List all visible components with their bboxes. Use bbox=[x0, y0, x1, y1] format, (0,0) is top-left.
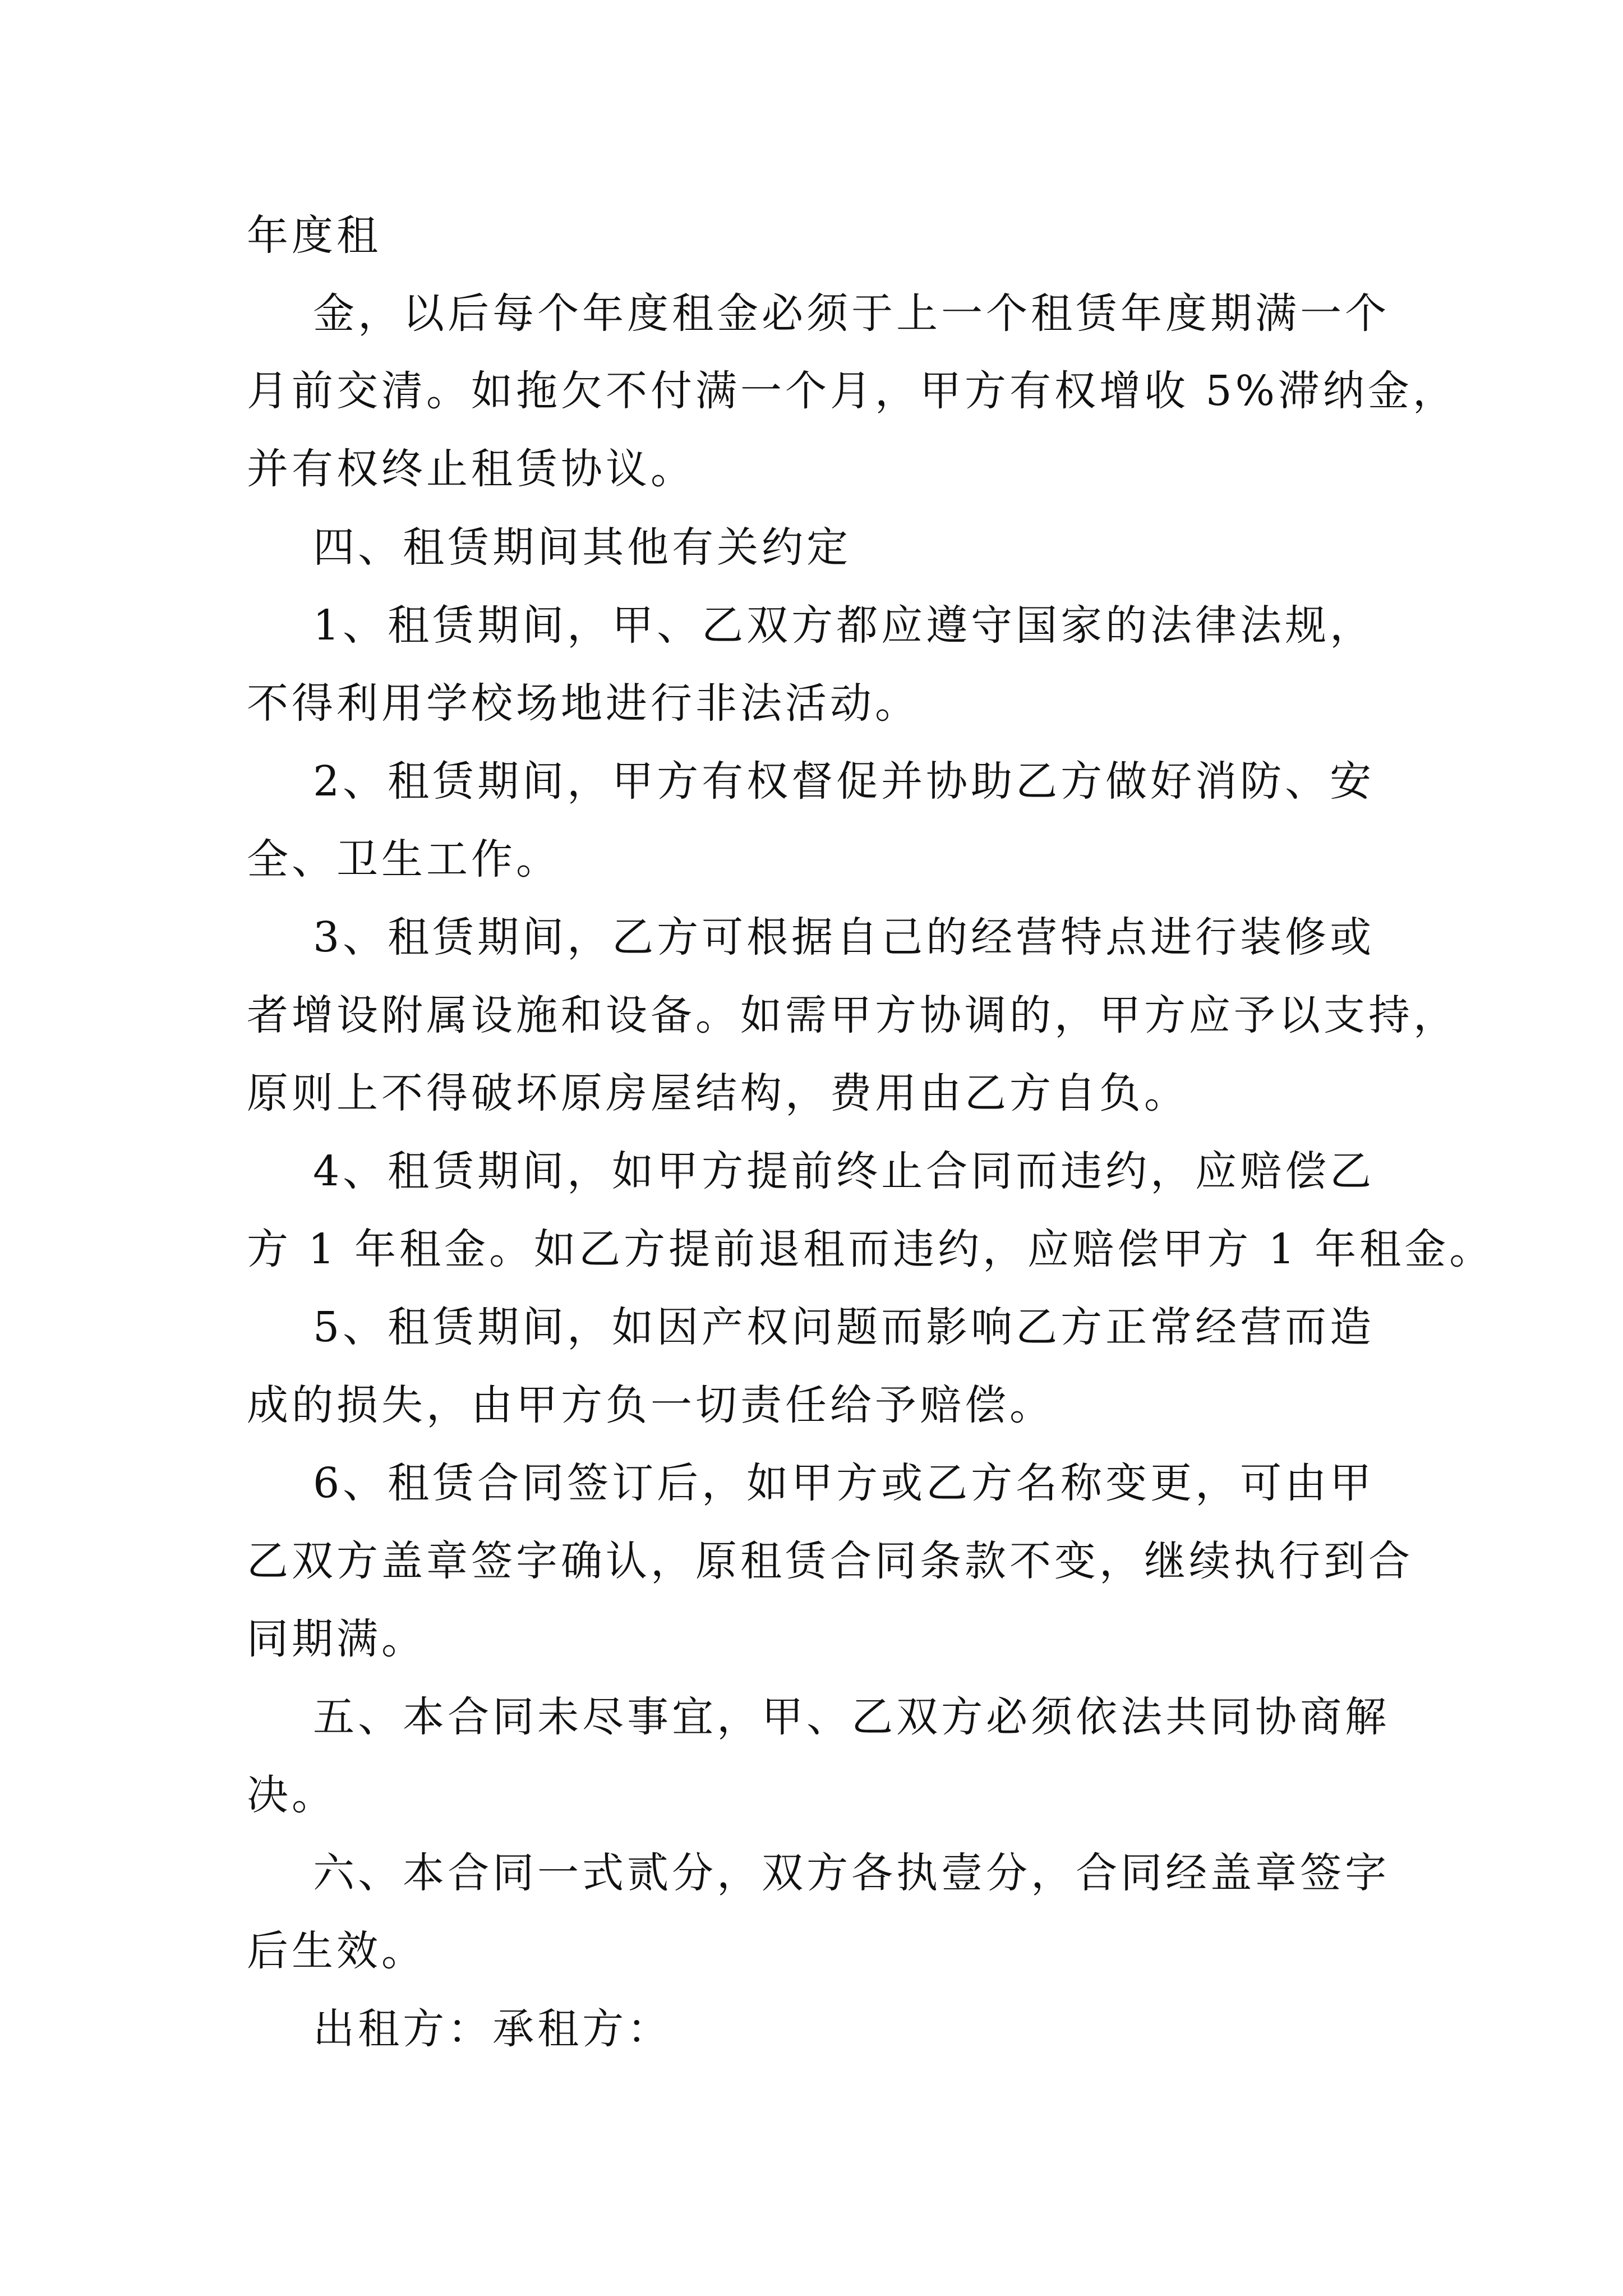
text-line: 5、租赁期间，如因产权问题而影响乙方正常经营而造 bbox=[247, 1303, 1375, 1351]
text-line: 方 1 年租金。如乙方提前退租而违约，应赔偿甲方 1 年租金。 bbox=[247, 1225, 1495, 1273]
text-line: 全、卫生工作。 bbox=[247, 835, 561, 884]
text-line: 乙双方盖章签字确认，原租赁合同条款不变，继续执行到合 bbox=[247, 1537, 1413, 1585]
text-line: 不得利用学校场地进行非法活动。 bbox=[247, 679, 920, 728]
text-line: 并有权终止租赁协议。 bbox=[247, 445, 695, 493]
text-line: 五、本合同未尽事宜，甲、乙双方必须依法共同协商解 bbox=[247, 1693, 1390, 1741]
text-line: 六、本合同一式贰分，双方各执壹分，合同经盖章签字 bbox=[247, 1849, 1390, 1897]
text-line: 四、租赁期间其他有关约定 bbox=[247, 523, 852, 572]
text-line: 决。 bbox=[247, 1771, 336, 1819]
text-line: 出租方：承租方： bbox=[247, 2005, 672, 2053]
text-line: 4、租赁期间，如甲方提前终止合同而违约，应赔偿乙 bbox=[247, 1147, 1375, 1195]
text-line: 2、租赁期间，甲方有权督促并协助乙方做好消防、安 bbox=[247, 757, 1375, 806]
text-line: 成的损失，由甲方负一切责任给予赔偿。 bbox=[247, 1381, 1054, 1429]
text-line: 后生效。 bbox=[247, 1927, 426, 1975]
text-line: 6、租赁合同签订后，如甲方或乙方名称变更，可由甲 bbox=[247, 1459, 1375, 1507]
text-line: 同期满。 bbox=[247, 1615, 426, 1663]
text-line: 原则上不得破坏原房屋结构，费用由乙方自负。 bbox=[247, 1069, 1189, 1117]
text-line: 月前交清。如拖欠不付满一个月，甲方有权增收 5%滞纳金， bbox=[247, 367, 1458, 415]
text-line: 3、租赁期间，乙方可根据自己的经营特点进行装修或 bbox=[247, 913, 1375, 961]
text-line: 1、租赁期间，甲、乙双方都应遵守国家的法律法规， bbox=[247, 601, 1375, 650]
text-line: 者增设附属设施和设备。如需甲方协调的，甲方应予以支持， bbox=[247, 991, 1458, 1039]
text-line: 年度租 bbox=[247, 211, 381, 260]
text-line: 金，以后每个年度租金必须于上一个租赁年度期满一个 bbox=[247, 289, 1390, 338]
